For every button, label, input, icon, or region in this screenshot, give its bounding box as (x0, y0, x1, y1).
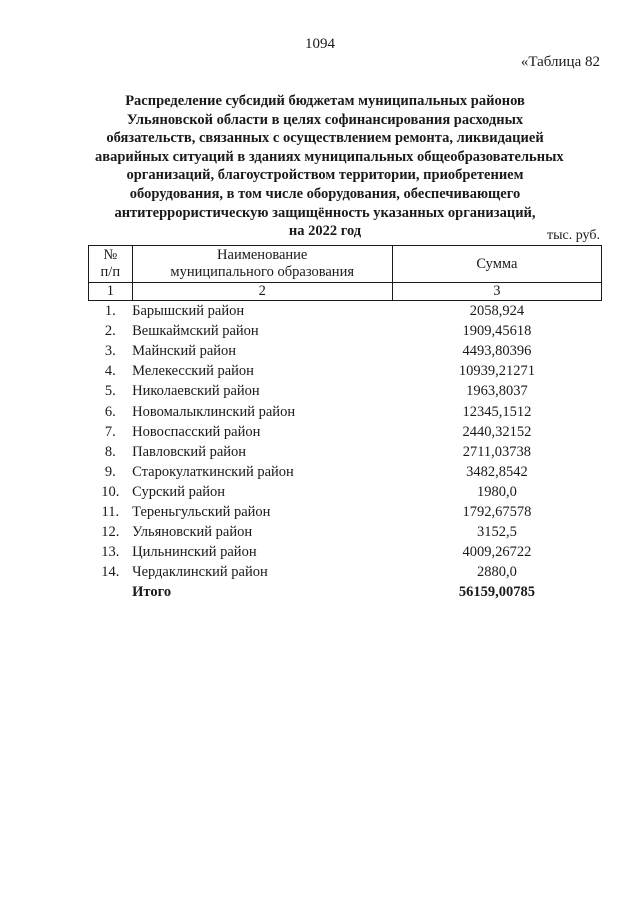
row-sum: 3152,5 (476, 524, 517, 541)
title-line: Распределение субсидий бюджетам муниципальных районов (125, 93, 525, 109)
row-number: 14. (101, 564, 120, 581)
row-sum: 4009,26722 (462, 544, 532, 561)
row-sum: 1909,45618 (462, 323, 532, 340)
table-row (89, 502, 602, 522)
row-number: 8. (104, 443, 116, 460)
table-row (89, 442, 602, 462)
row-number: 2. (104, 323, 116, 340)
column-number: 1 (89, 283, 133, 301)
row-name: Ульяновский район (132, 524, 253, 541)
table-row (89, 381, 602, 401)
table-row (89, 301, 602, 322)
row-name: Цильнинский район (132, 544, 257, 561)
row-number: 11. (101, 503, 120, 520)
table-row (89, 542, 602, 562)
title-line: аварийных ситуаций в зданиях муниципальных общеобразовательных (95, 148, 564, 165)
table-row (89, 462, 602, 482)
row-name: Новоспасский район (132, 423, 261, 440)
row-sum: 2711,03738 (462, 443, 532, 460)
table-header-row (89, 246, 602, 283)
row-name: Барышский район (132, 303, 245, 320)
header-name-text: Наименование муниципального образования (170, 247, 354, 280)
row-sum: 10939,21271 (458, 363, 535, 380)
table-row (89, 341, 602, 361)
table-row (89, 522, 602, 542)
row-sum: 2880,0 (476, 564, 517, 581)
table-row (89, 422, 602, 442)
total-row (89, 582, 602, 602)
row-number: 12. (101, 524, 120, 541)
row-number: 13. (101, 544, 120, 561)
row-name: Старокулаткинский район (132, 463, 294, 480)
row-sum: 1963,8037 (466, 383, 528, 400)
row-number: 7. (104, 423, 116, 440)
row-number: 4. (104, 363, 116, 380)
total-sum: 56159,00785 (458, 584, 535, 601)
row-name: Мелекесский район (132, 363, 254, 380)
units-label: тыс. руб. (547, 228, 600, 243)
header-name (132, 246, 392, 283)
table-row (89, 401, 602, 421)
row-sum: 2440,32152 (462, 423, 532, 440)
row-sum: 3482,8542 (466, 463, 528, 480)
row-name: Майнский район (132, 343, 237, 360)
column-number: 2 (132, 283, 392, 301)
table-row (89, 562, 602, 582)
title-line: организаций, благоустройством территории, приобретением (126, 167, 524, 184)
row-sum: 1792,67578 (462, 503, 532, 520)
row-sum: 1980,0 (476, 483, 517, 500)
table-row (89, 361, 602, 381)
total-label: Итого (132, 584, 172, 601)
row-name: Сурский район (132, 483, 226, 500)
row-name: Новомалыклинский район (132, 403, 296, 420)
title-line: оборудования, в том числе оборудования, обеспечивающего (129, 185, 521, 202)
page-number: 1094 (305, 36, 335, 52)
row-sum: 12345,1512 (462, 403, 532, 420)
total-num (89, 582, 133, 602)
subsidy-table (88, 245, 602, 602)
row-number: 9. (104, 463, 116, 480)
column-number: 3 (392, 283, 601, 301)
row-number: 6. (104, 403, 116, 420)
header-num (89, 246, 133, 283)
table-body (89, 301, 602, 603)
row-sum: 4493,80396 (462, 343, 532, 360)
row-name: Павловский район (132, 443, 247, 460)
title-line: Ульяновской области в целях софинансирования расходных (126, 111, 524, 128)
row-name: Чердаклинский район (132, 564, 268, 581)
table-row (89, 482, 602, 502)
title-line: обязательств, связанных с осуществлением ремонта, ликвидацией (106, 130, 544, 147)
column-number-row (89, 283, 602, 301)
document-title (95, 92, 564, 241)
row-name: Тереньгульский район (132, 503, 271, 520)
row-number: 5. (104, 383, 116, 400)
header-num-text: № п/п (100, 247, 121, 280)
row-sum: 2058,924 (469, 303, 525, 320)
row-name: Вешкаймский район (132, 323, 259, 340)
title-line: антитеррористическую защищённость указанных организаций, (114, 204, 536, 221)
table-row (89, 321, 602, 341)
row-number: 3. (104, 343, 116, 360)
row-number: 10. (101, 483, 120, 500)
row-name: Николаевский район (132, 383, 260, 400)
title-line: на 2022 год (288, 223, 362, 240)
table-reference: «Таблица 82 (520, 54, 600, 70)
row-number: 1. (104, 303, 116, 320)
header-sum: Сумма (392, 246, 601, 283)
